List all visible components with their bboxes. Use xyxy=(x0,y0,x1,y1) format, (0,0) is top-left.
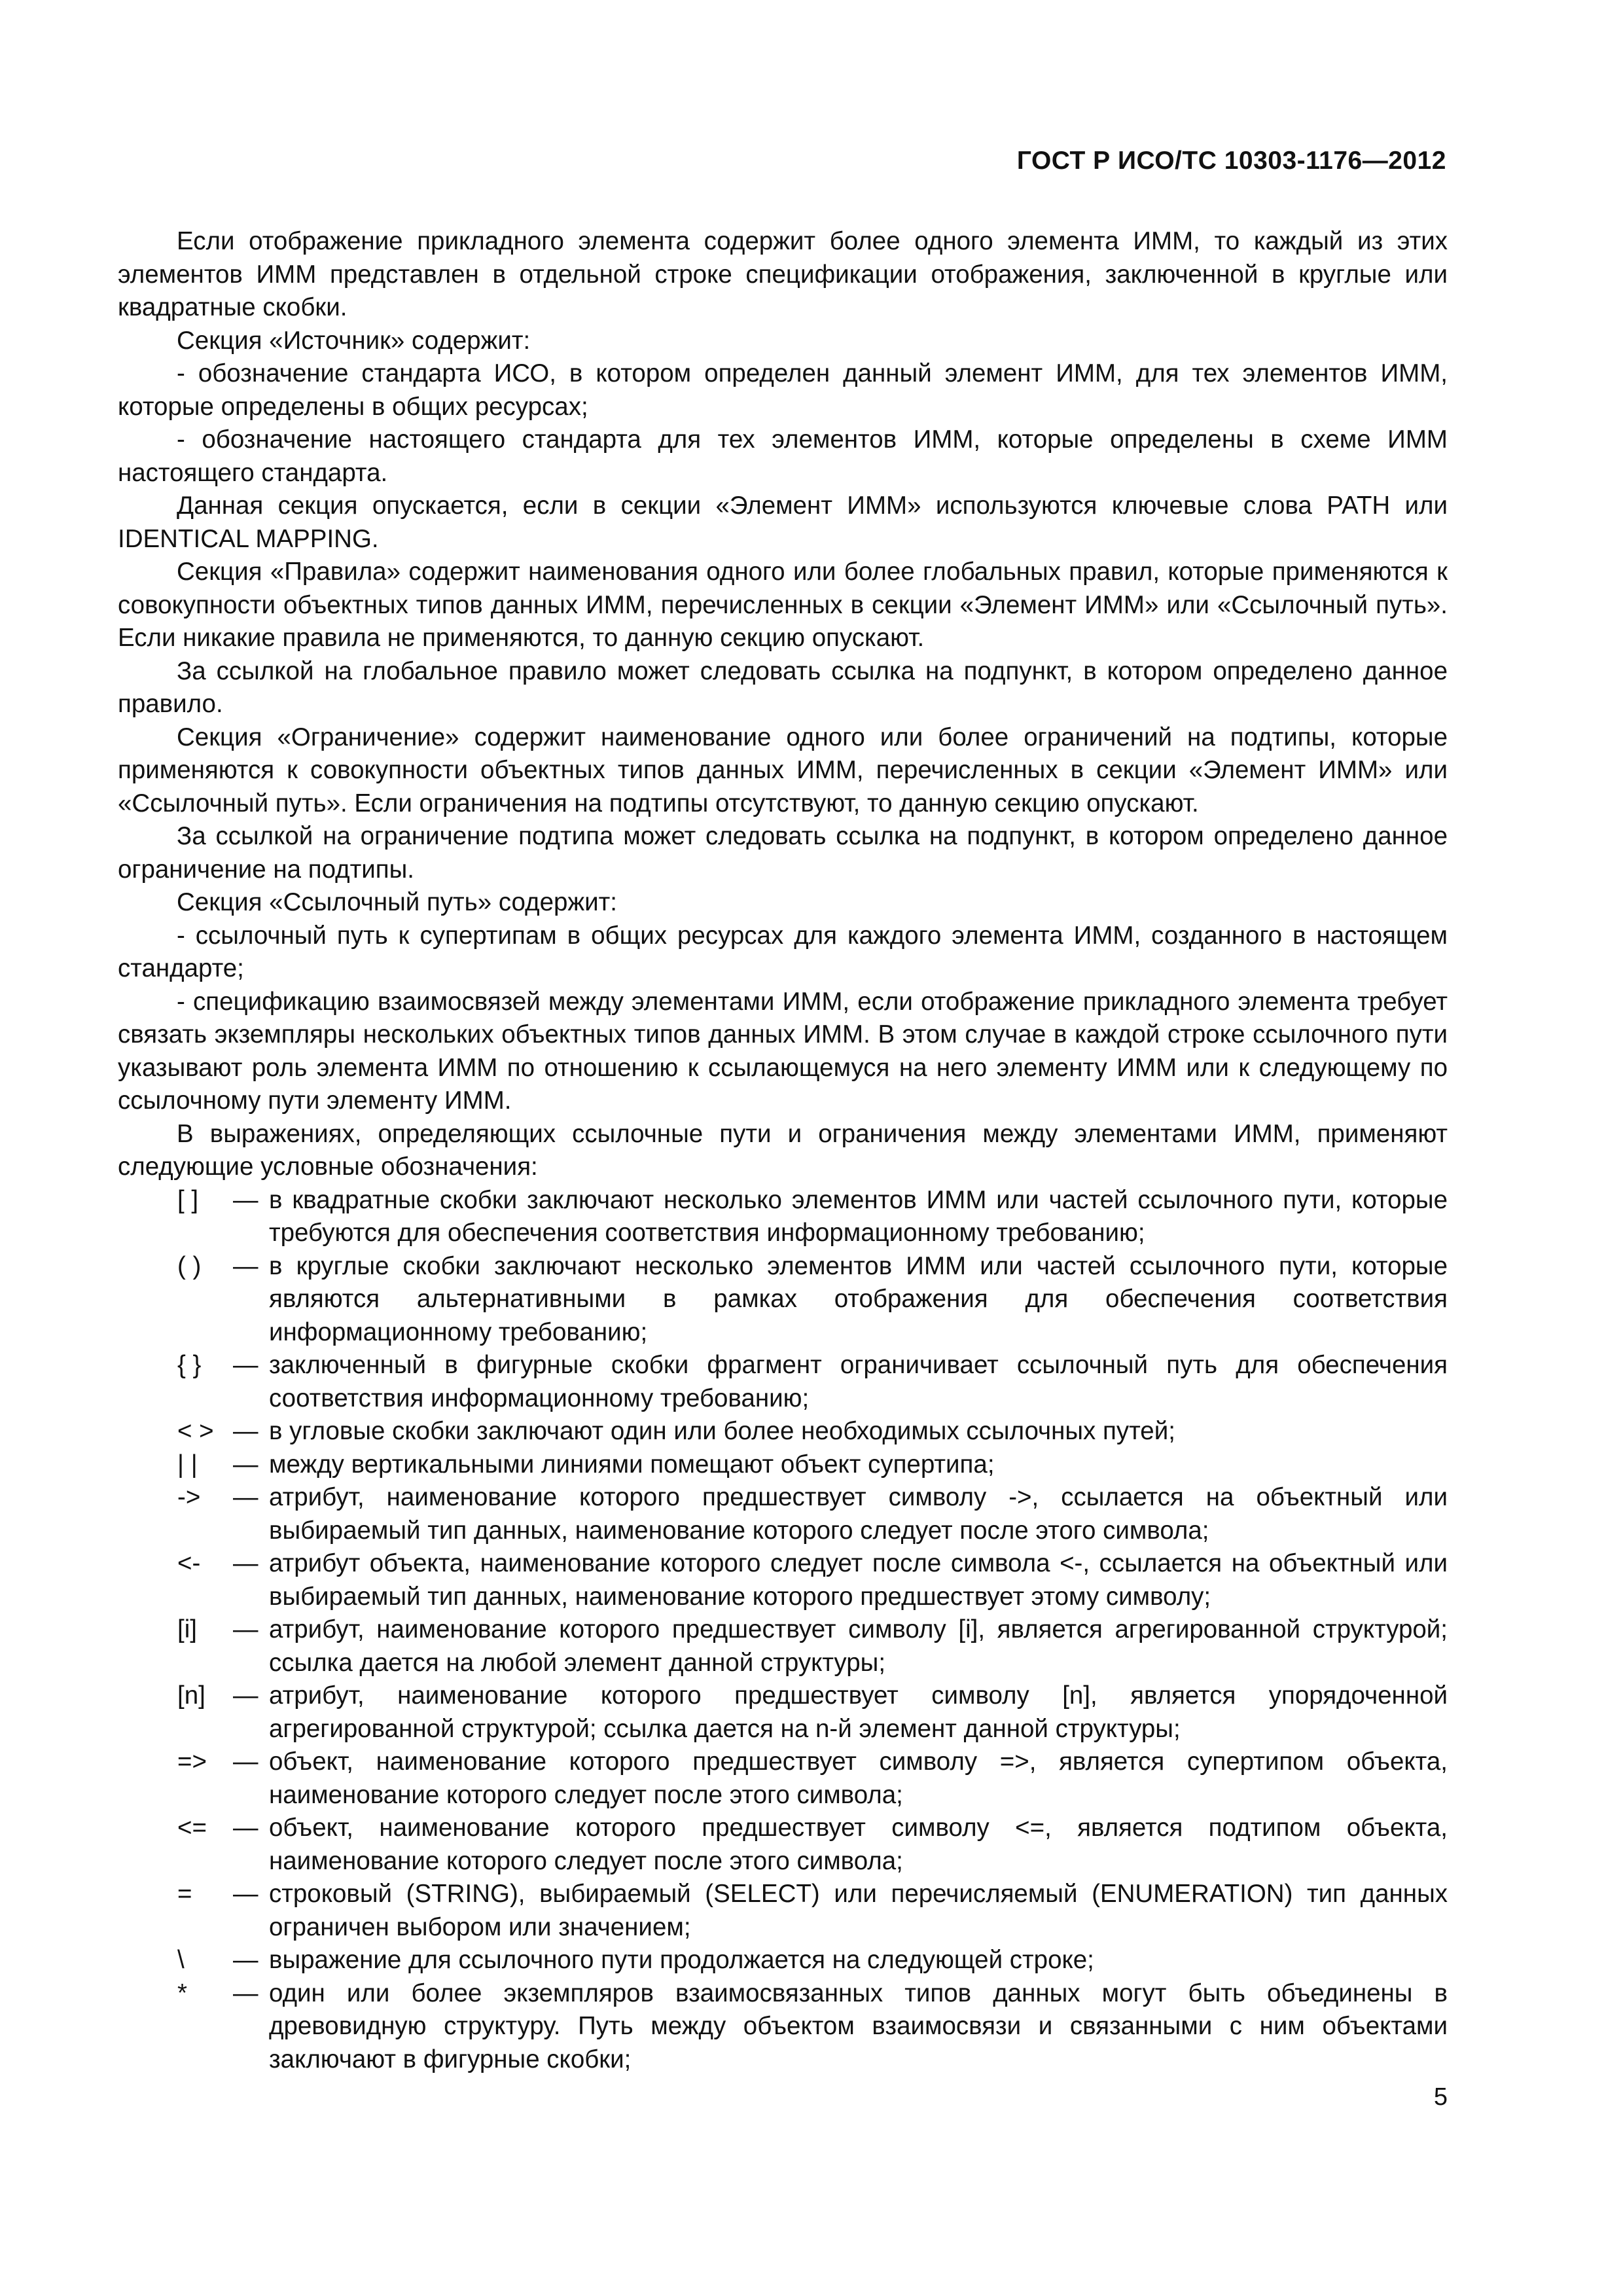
page-number: 5 xyxy=(1433,2083,1448,2111)
notation-text: в квадратные скобки заключают несколько элементов ИММ или частей ссылочного пути, которые требуются для обеспечения соответствия информационному требованию; xyxy=(269,1185,1448,1247)
notation-text: строковый (STRING), выбираемый (SELECT) или перечисляемый (ENUMERATION) тип данных ограничен выбором или значением; xyxy=(269,1880,1448,1941)
em-dash: — xyxy=(233,1880,259,1908)
em-dash: — xyxy=(233,1748,259,1776)
notation-item xyxy=(118,1547,1448,1613)
notation-symbol: | | xyxy=(177,1450,198,1479)
body-text xyxy=(118,225,1448,2076)
notation-symbol: ( ) xyxy=(177,1251,202,1280)
notation-list xyxy=(118,1184,1448,2077)
em-dash: — xyxy=(233,1549,259,1577)
notation-symbol: <- xyxy=(177,1549,201,1577)
notation-symbol: \ xyxy=(177,1946,185,1974)
notation-text: объект, наименование которого предшествует символу =>, является супертипом объекта, наименование которого следует после этого символа; xyxy=(269,1748,1448,1809)
notation-symbol: = xyxy=(177,1880,192,1908)
em-dash: — xyxy=(233,1946,259,1974)
notation-item xyxy=(118,1679,1448,1746)
notation-item xyxy=(118,1977,1448,2077)
notation-text: между вертикальными линиями помещают объект супертипа; xyxy=(269,1450,995,1479)
notation-symbol: [ ] xyxy=(177,1185,199,1214)
notation-text: один или более экземпляров взаимосвязанных типов данных могут быть объединены в древовидную структуру. Путь между объектом взаимосвязи и связанными с ним объектами заключают в фигурные скобки; xyxy=(269,1979,1448,2073)
notation-text: объект, наименование которого предшествует символу <=, является подтипом объекта, наименование которого следует после этого символа; xyxy=(269,1814,1448,1875)
notation-item xyxy=(118,1448,1448,1482)
notation-text: в круглые скобки заключают несколько элементов ИММ или частей ссылочного пути, которые являются альтернативными в рамках отображения для обеспечения соответствия информационному требованию; xyxy=(269,1251,1448,1346)
notation-symbol: [n] xyxy=(177,1681,205,1710)
list-item: - обозначение стандарта ИСО, в котором определен данный элемент ИММ, для тех элементов ИММ, которые определены в общих ресурсах; xyxy=(118,359,1448,421)
notation-item xyxy=(118,1349,1448,1415)
paragraph: За ссылкой на ограничение подтипа может следовать ссылка на подпункт, в котором определено данное ограничение на подтипы. xyxy=(118,822,1448,884)
paragraph: Секция «Ограничение» содержит наименование одного или более ограничений на подтипы, которые применяются к совокупности объектных типов данных ИММ, перечисленных в секции «Элемент ИММ» или «Ссылочный путь». Если ограничения на подтипы отсутствуют, то данную секцию опускают. xyxy=(118,723,1448,817)
em-dash: — xyxy=(233,1615,259,1643)
notation-symbol: * xyxy=(177,1979,187,2007)
list-item: - обозначение настоящего стандарта для тех элементов ИММ, которые определены в схеме ИММ настоящего стандарта. xyxy=(118,425,1448,487)
notation-item xyxy=(118,1878,1448,1944)
em-dash: — xyxy=(233,1351,259,1379)
notation-item xyxy=(118,1812,1448,1878)
notation-symbol: [i] xyxy=(177,1615,197,1643)
paragraph: Секция «Правила» содержит наименования одного или более глобальных правил, которые применяются к совокупности объектных типов данных ИММ, перечисленных в секции «Элемент ИММ» или «Ссылочный путь». Если никакие правила не применяются, то данную секцию опускают. xyxy=(118,558,1448,652)
notation-item xyxy=(118,1184,1448,1250)
em-dash: — xyxy=(233,1979,259,2007)
notation-item xyxy=(118,1746,1448,1812)
notation-item xyxy=(118,1481,1448,1547)
notation-symbol: <= xyxy=(177,1814,207,1842)
em-dash: — xyxy=(233,1814,259,1842)
em-dash: — xyxy=(233,1251,259,1280)
paragraph: Если отображение прикладного элемента содержит более одного элемента ИММ, то каждый из этих элементов ИММ представлен в отдельной строке спецификации отображения, заключенной в круглые или квадратные скобки. xyxy=(118,227,1448,321)
notation-symbol: -> xyxy=(177,1483,201,1511)
notation-symbol: => xyxy=(177,1748,207,1776)
standard-designation: ГОСТ Р ИСО/ТС 10303-1176—2012 xyxy=(1016,147,1446,175)
em-dash: — xyxy=(233,1417,259,1445)
paragraph: В выражениях, определяющих ссылочные пути и ограничения между элементами ИММ, применяют следующие условные обозначения: xyxy=(118,1119,1448,1181)
notation-text: атрибут, наименование которого предшествует символу [n], является упорядоченной агрегированной структурой; ссылка дается на n-й элемент данной структуры; xyxy=(269,1681,1448,1743)
list-item: - ссылочный путь к супертипам в общих ресурсах для каждого элемента ИММ, созданного в настоящем стандарте; xyxy=(118,921,1448,982)
paragraph: За ссылкой на глобальное правило может следовать ссылка на подпункт, в котором определено данное правило. xyxy=(118,656,1448,718)
notation-item xyxy=(118,1944,1448,1977)
list-item: - спецификацию взаимосвязей между элементами ИММ, если отображение прикладного элемента требует связать экземпляры нескольких объектных типов данных ИММ. В этом случае в каждой строке ссылочного пути указывают роль элемента ИММ по отношению к ссылающемуся на него элементу ИММ или к следующему по ссылочному пути элементу ИММ. xyxy=(118,987,1448,1115)
em-dash: — xyxy=(233,1450,259,1479)
paragraph: Данная секция опускается, если в секции «Элемент ИММ» используются ключевые слова PATH или IDENTICAL MAPPING. xyxy=(118,492,1448,553)
notation-item xyxy=(118,1250,1448,1350)
notation-item xyxy=(118,1415,1448,1448)
em-dash: — xyxy=(233,1483,259,1511)
notation-text: заключенный в фигурные скобки фрагмент ограничивает ссылочный путь для обеспечения соответствия информационному требованию; xyxy=(269,1351,1448,1412)
notation-item xyxy=(118,1613,1448,1679)
notation-symbol: < > xyxy=(177,1417,214,1445)
em-dash: — xyxy=(233,1185,259,1214)
em-dash: — xyxy=(233,1681,259,1710)
notation-text: в угловые скобки заключают один или более необходимых ссылочных путей; xyxy=(269,1417,1175,1445)
notation-text: атрибут, наименование которого предшествует символу [i], является агрегированной структурой; ссылка дается на любой элемент данной структуры; xyxy=(269,1615,1448,1677)
notation-text: атрибут объекта, наименование которого следует после символа <-, ссылается на объектный или выбираемый тип данных, наименование которого предшествует этому символу; xyxy=(269,1549,1448,1611)
paragraph: Секция «Ссылочный путь» содержит: xyxy=(177,888,617,916)
notation-text: атрибут, наименование которого предшествует символу ->, ссылается на объектный или выбираемый тип данных, наименование которого следует после этого символа; xyxy=(269,1483,1448,1545)
paragraph: Секция «Источник» содержит: xyxy=(177,326,531,355)
notation-symbol: { } xyxy=(177,1351,202,1379)
notation-text: выражение для ссылочного пути продолжается на следующей строке; xyxy=(269,1946,1094,1974)
